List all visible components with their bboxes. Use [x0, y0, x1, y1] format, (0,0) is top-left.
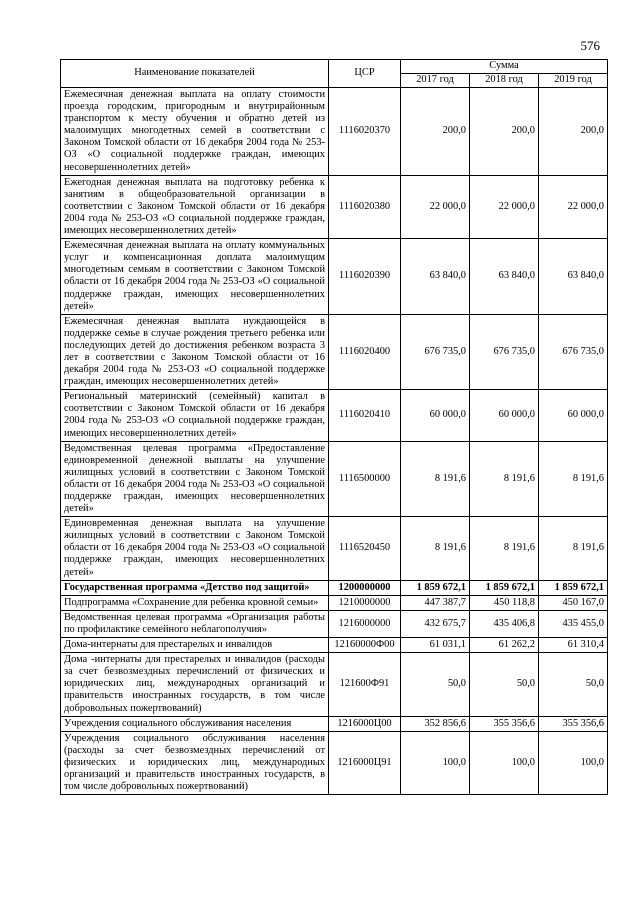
row-value-2017: 61 031,1 [401, 638, 470, 653]
header-sum: Сумма [401, 60, 608, 74]
row-value-2018: 355 356,6 [470, 716, 539, 731]
row-value-2019: 61 310,4 [539, 638, 608, 653]
row-code: 1116020380 [329, 175, 401, 238]
row-value-2019: 22 000,0 [539, 175, 608, 238]
page-number: 576 [580, 38, 600, 53]
row-code: 1116500000 [329, 441, 401, 517]
table-row [61, 595, 608, 610]
row-value-2017: 63 840,0 [401, 239, 470, 315]
row-value-2019: 435 455,0 [539, 610, 608, 637]
row-name: Ежемесячная денежная выплата на оплату стоимости проезда городским, пригородным и внутрирайонным транспортом к месту обучения и обратно детей из малоимущих многодетных семей в соответствии с Законом Томской области от 16 декабря 2004 года № 253-ОЗ «О социальной поддержке граждан, имеющих несовершеннолетних детей» [61, 88, 329, 176]
row-name: Ежемесячная денежная выплата на оплату коммунальных услуг и компенсационная доплата малоимущим многодетным семьям в соответствии с Законом Томской области от 16 декабря 2004 года № 253-ОЗ «О социальной поддержке граждан, имеющих несовершеннолетних детей» [61, 239, 329, 315]
row-value-2018: 8 191,6 [470, 441, 539, 517]
row-code: 1116020390 [329, 239, 401, 315]
row-value-2018: 63 840,0 [470, 239, 539, 315]
row-name: Учреждения социального обслуживания населения [61, 716, 329, 731]
row-name: Ежемесячная денежная выплата нуждающейся в поддержке семье в случае рождения третьего ребенка или последующих детей до достижения ребенком возраста 3 лет в соответствии с Законом Томской области от 16 декабря 2004 года № 253-ОЗ «О социальной поддержке граждан, имеющих несовершеннолетних детей» [61, 314, 329, 390]
header-year-2017: 2017 год [401, 74, 470, 88]
row-value-2019: 63 840,0 [539, 239, 608, 315]
table-row [61, 638, 608, 653]
row-value-2018: 8 191,6 [470, 517, 539, 580]
table-row [61, 239, 608, 315]
table-row [61, 175, 608, 238]
table-row [61, 580, 608, 595]
row-code: 1116020410 [329, 390, 401, 441]
row-value-2019: 450 167,0 [539, 595, 608, 610]
table-row [61, 731, 608, 794]
row-value-2017: 60 000,0 [401, 390, 470, 441]
row-value-2017: 1 859 672,1 [401, 580, 470, 595]
table-body [61, 88, 608, 795]
row-name: Учреждения социального обслуживания населения (расходы за счет безвозмездных перечислений от физических и юридических лиц, международных организаций и правительств иностранных государств, в том числе добровольных пожертвований) [61, 731, 329, 794]
table-row [61, 390, 608, 441]
row-name: Ведомственная целевая программа «Организация работы по профилактике семейного неблагополучия» [61, 610, 329, 637]
row-value-2017: 100,0 [401, 731, 470, 794]
row-name: Ежегодная денежная выплата на подготовку ребенка к занятиям в общеобразовательной организации в соответствии с Законом Томской области от 16 декабря 2004 года № 253-ОЗ «О социальной поддержке граждан, имеющих несовершеннолетних детей» [61, 175, 329, 238]
row-value-2017: 200,0 [401, 88, 470, 176]
row-name: Региональный материнский (семейный) капитал в соответствии с Законом Томской области от 16 декабря 2004 года № 253-ОЗ «О социальной поддержке граждан, имеющих несовершеннолетних детей» [61, 390, 329, 441]
row-value-2017: 8 191,6 [401, 517, 470, 580]
row-value-2018: 61 262,2 [470, 638, 539, 653]
row-value-2017: 22 000,0 [401, 175, 470, 238]
row-code: 12160000Ф00 [329, 638, 401, 653]
row-value-2018: 1 859 672,1 [470, 580, 539, 595]
row-code: 1216000000 [329, 610, 401, 637]
row-code: 1200000000 [329, 580, 401, 595]
row-value-2018: 60 000,0 [470, 390, 539, 441]
table-row [61, 88, 608, 176]
header-name: Наименование показателей [61, 60, 329, 88]
row-value-2018: 100,0 [470, 731, 539, 794]
row-value-2017: 447 387,7 [401, 595, 470, 610]
row-value-2018: 22 000,0 [470, 175, 539, 238]
row-name: Единовременная денежная выплата на улучшение жилищных условий в соответствии с Законом Томской области от 16 декабря 2004 года № 253-ОЗ «О социальной поддержке граждан, имеющих несовершеннолетних детей» [61, 517, 329, 580]
row-value-2019: 60 000,0 [539, 390, 608, 441]
header-year-2018: 2018 год [470, 74, 539, 88]
row-code: 121600Ф91 [329, 653, 401, 716]
row-value-2019: 200,0 [539, 88, 608, 176]
row-code: 1210000000 [329, 595, 401, 610]
row-code: 1116020370 [329, 88, 401, 176]
row-value-2019: 8 191,6 [539, 517, 608, 580]
row-value-2019: 676 735,0 [539, 314, 608, 390]
row-value-2018: 200,0 [470, 88, 539, 176]
budget-table [60, 59, 608, 795]
row-value-2018: 435 406,8 [470, 610, 539, 637]
row-value-2018: 450 118,8 [470, 595, 539, 610]
row-value-2017: 352 856,6 [401, 716, 470, 731]
row-value-2019: 8 191,6 [539, 441, 608, 517]
table-row [61, 653, 608, 716]
row-code: 1116520450 [329, 517, 401, 580]
row-code: 1216000Ц91 [329, 731, 401, 794]
row-name: Дома -интернаты для престарелых и инвалидов (расходы за счет безвозмездных перечислений от физических и юридических лиц, международных организаций и правительств иностранных государств, в том числе добровольных пожертвований) [61, 653, 329, 716]
table-row [61, 314, 608, 390]
row-name: Дома-интернаты для престарелых и инвалидов [61, 638, 329, 653]
header-year-2019: 2019 год [539, 74, 608, 88]
row-name: Подпрограмма «Сохранение для ребенка кровной семьи» [61, 595, 329, 610]
row-name: Ведомственная целевая программа «Предоставление единовременной денежной выплаты на улучшение жилищных условий в соответствии с Законом Томской области от 16 декабря 2004 года № 253-ОЗ «О социальной поддержке граждан, имеющих несовершеннолетних детей» [61, 441, 329, 517]
table-row [61, 716, 608, 731]
row-value-2017: 8 191,6 [401, 441, 470, 517]
row-value-2018: 676 735,0 [470, 314, 539, 390]
row-code: 1216000Ц00 [329, 716, 401, 731]
row-value-2019: 100,0 [539, 731, 608, 794]
row-value-2019: 355 356,6 [539, 716, 608, 731]
header-code: ЦСР [329, 60, 401, 88]
row-name: Государственная программа «Детство под защитой» [61, 580, 329, 595]
table-row [61, 517, 608, 580]
row-value-2017: 676 735,0 [401, 314, 470, 390]
row-value-2019: 50,0 [539, 653, 608, 716]
row-value-2019: 1 859 672,1 [539, 580, 608, 595]
row-value-2018: 50,0 [470, 653, 539, 716]
row-value-2017: 50,0 [401, 653, 470, 716]
table-row [61, 610, 608, 637]
table-row [61, 441, 608, 517]
row-code: 1116020400 [329, 314, 401, 390]
row-value-2017: 432 675,7 [401, 610, 470, 637]
